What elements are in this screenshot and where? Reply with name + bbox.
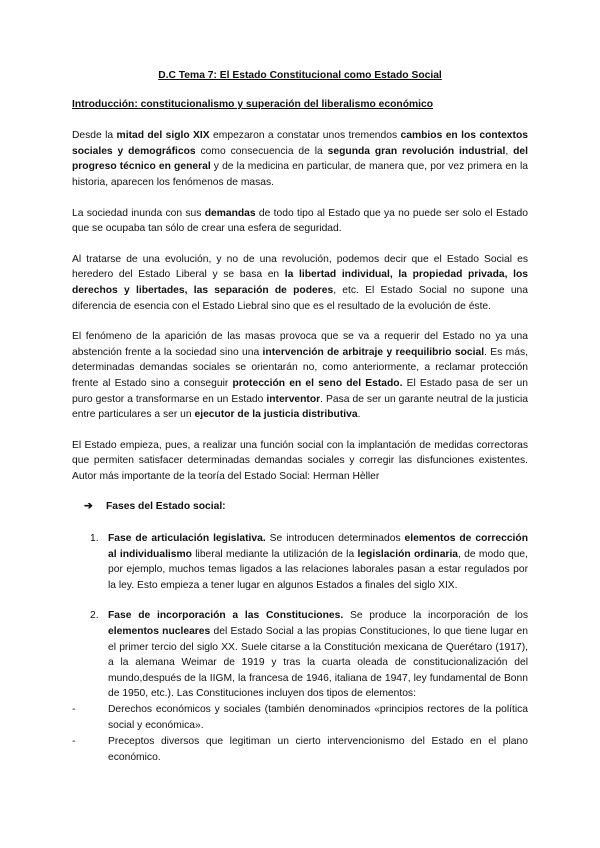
paragraph-1: Desde la mitad del siglo XIX empezaron a constatar unos tremendos cambios en los contextos sociales y demográficos como consecuencia de la segunda gran revolución industrial, del progreso técnico en general y de la medicina en particular, de manera que, por vez primera en la historia, aparecen los fenómenos de masas. [72,130,528,188]
paragraph-4: El fenómeno de la aparición de las masas provoca que se va a requerir del Estado no ya una abstención frente a la sociedad sino una intervención de arbitraje y reequilibrio social. Es más, determinadas demandas sociales se orientarán no, como anteriormente, a reclamar protección frente al Estado sino a conseguir protección en el seno del Estado. El Estado pasa de ser un puro gestor a transformarse en un Estado interventor. Pasa de ser un garante neutral de la justicia entre particulares a ser un ejecutor de la justicia distributiva. [72,331,528,421]
page-title: D.C Tema 7: El Estado Constitucional como Estado Social [158,70,442,81]
list-item: - Derechos económicos y sociales (también denominados «principios rectores de la política social y económica». [72,704,528,731]
paragraph-2: La sociedad inunda con sus demandas de todo tipo al Estado que ya no puede ser solo el Estado que se ocupaba tan sólo de crear una esfera de seguridad. [72,207,528,235]
arrow-icon: ➔ [84,501,93,513]
phases-list [72,531,528,702]
list-item: 2. Fase de incorporación a las Constituciones. Se produce la incorporación de los elementos nucleares del Estado Social a las propias Constituciones, lo que tiene lugar en el primer tercio del siglo XX. Suele citarse a la Constitución mexicana de Querétaro (1917), a la alemana Weimar de 1919 y tras la cuarta oleada de constitucionalización del mundo,después de la IIGM, la francesa de 1946, italiana de 1947, ley fundamental de Bonn de 1950, etc.). Las Constituciones incluyen dos tipos de elementos: [90,610,529,700]
elements-list [72,702,528,765]
paragraph-3: Al tratarse de una evolución, y no de una revolución, podemos decir que el Estado Social es heredero del Estado Liberal y se basa en la libertad individual, la propiedad privada, los derechos y libertades, las separación de poderes, etc. El Estado Social no supone una diferencia de esencia con el Estado Liebral sino que es el resultado de la evolución de éste. [72,253,529,312]
intro-heading: Introducción: constitucionalismo y superación del liberalismo económico [72,98,434,110]
list-item: 1. Fase de articulación legislativa. Se introducen determinados elementos de corrección al individualismo liberal mediante la utilización de la legislación ordinaria, de modo que, por ejemplo, muchos temas ligados a las relaciones laborales pasan a estar regulados por la ley. Esto empieza a tener lugar en algunos Estados a finales del siglo XIX. [90,533,528,591]
phases-heading: ➔ Fases del Estado social: [72,499,528,515]
list-item: - Preceptos diversos que legitiman un cierto intervencionismo del Estado en el plano económico. [72,736,528,763]
paragraph-5: El Estado empieza, pues, a realizar una función social con la implantación de medidas correctoras que permiten satisfacer determinadas demandas sociales y corregir las disfunciones existentes. Autor más importante de la teoría del Estado Social: Herman Hèller [72,439,528,482]
